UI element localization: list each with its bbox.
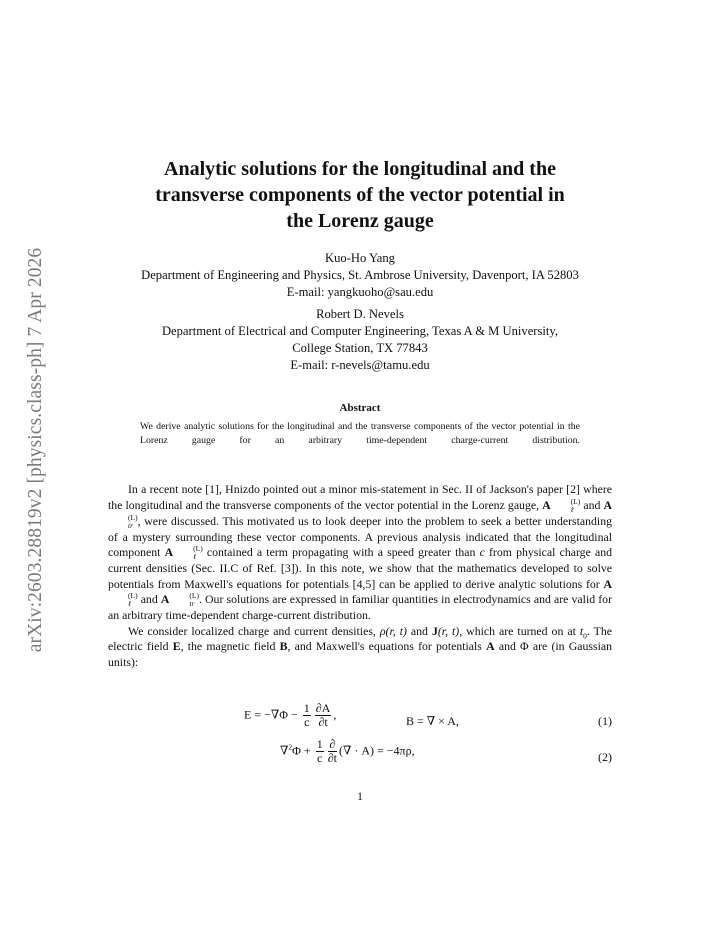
author-affiliation: Department of Electrical and Computer Engineering, Texas A & M University, (161, 324, 559, 338)
abstract-heading: Abstract (339, 402, 381, 414)
paragraph: We consider localized charge and current densities, ρ(r, t) and J(r, t), which are turned on at $t_0$. The electric field E, the magnetic field B, and Maxwell's equations for potentials A and Φ are (in Gaussian units): (108, 623, 613, 669)
author-email: E-mail: r-nevels@tamu.edu (290, 358, 430, 372)
title-line-2: transverse components of the vector potential in (155, 184, 565, 206)
paper-title (90, 156, 630, 234)
author-block-2 (90, 306, 630, 374)
arxiv-identifier: arXiv:2603.28819v2 [physics.class-ph] 7 Apr 2026 (25, 247, 46, 653)
equation-number: (1) (598, 714, 612, 728)
author-name: Robert D. Nevels (316, 307, 404, 321)
title-line-3: the Lorenz gauge (286, 210, 434, 232)
author-affiliation: Department of Engineering and Physics, St. Ambrose University, Davenport, IA 52803 (141, 268, 579, 282)
page-number: 1 (357, 791, 363, 803)
equation-number: (2) (598, 750, 612, 764)
author-name: Kuo-Ho Yang (325, 251, 395, 265)
abstract-text: We derive analytic solutions for the longitudinal and the transverse components of the vector potential in the Lorenz gauge for an arbitrary time-dependent charge-current distribution. (140, 421, 580, 446)
author-email: E-mail: yangkuoho@sau.edu (286, 285, 434, 299)
author-block-1 (90, 250, 630, 301)
body-text (108, 482, 612, 670)
author-affiliation: College Station, TX 77843 (292, 341, 428, 355)
paragraph: In a recent note [1], Hnizdo pointed out a minor mis-statement in Sec. II of Jackson's paper [2] where the longitudinal and the transverse components of the vector potential in the Lorenz gauge, A (L) ℓ and A (L) tr , were discussed. This motivated us to look deeper into the problem to seek a better understanding of a mystery surrounding these vector components. A previous analysis indicated that the longitudinal component A (L) ℓ contained a term propagating with a speed greater than c from physical charge and current densities (Sec. II.C of Ref. [3]). In this note, we show that the mathematics developed to solve potentials from Maxwell's equations for potentials [4,5] can be applied to derive analytic solutions for A (L) ℓ and A (L) tr . Our solutions are expressed in familiar quantities in electrodynamics and are valid for an arbitrary time-dependent charge-current distribution. (108, 482, 613, 622)
title-line-1: Analytic solutions for the longitudinal and the (164, 158, 556, 180)
